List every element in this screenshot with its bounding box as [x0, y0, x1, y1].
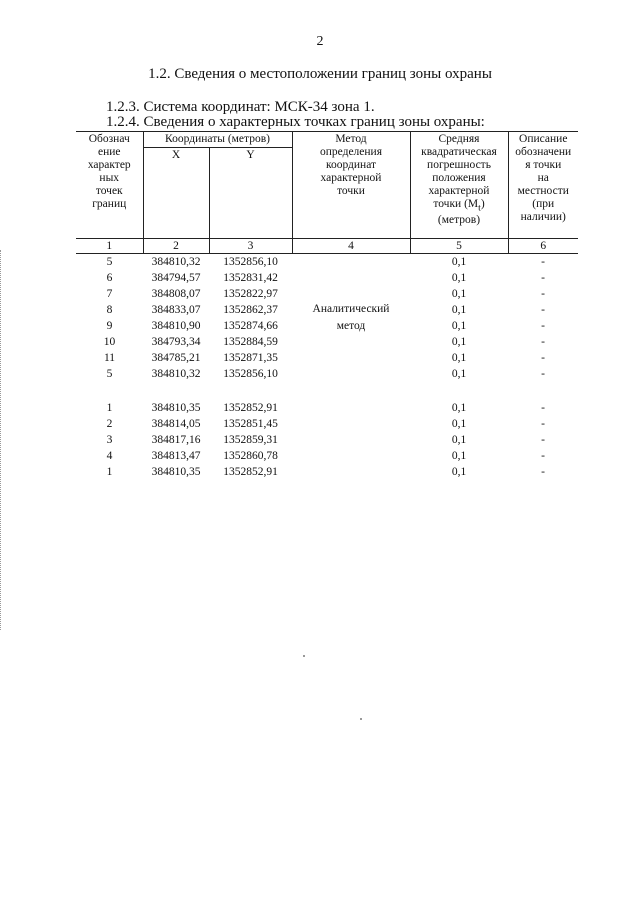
method-cell: Аналитический метод [312, 303, 390, 332]
point-accuracy: 0,1 [451, 449, 467, 462]
point-y: 1352884,59 [223, 335, 278, 348]
point-description: - [541, 335, 545, 348]
section-heading: 1.2. Сведения о местоположении границ зоны охраны [148, 66, 492, 82]
point-accuracy: 0,1 [451, 271, 467, 284]
point-accuracy: 0,1 [451, 287, 467, 300]
header-y: Y [209, 148, 292, 239]
point-x: 384794,57 [151, 271, 201, 284]
point-y: 1352852,91 [223, 465, 278, 478]
column-number: 6 [508, 239, 578, 254]
point-accuracy: 0,1 [451, 351, 467, 364]
point-description: - [541, 319, 545, 332]
point-accuracy: 0,1 [451, 335, 467, 348]
boundary-points-table [76, 131, 578, 480]
point-y: 1352822,97 [223, 287, 278, 300]
table-row [76, 432, 578, 448]
point-accuracy: 0,1 [451, 367, 467, 380]
point-description: - [541, 417, 545, 430]
point-x: 384808,07 [151, 287, 201, 300]
point-x: 384814,05 [151, 417, 201, 430]
point-number: 4 [106, 449, 113, 462]
point-description: - [541, 303, 545, 316]
point-accuracy: 0,1 [451, 319, 467, 332]
table-row [76, 254, 578, 271]
point-description: - [541, 351, 545, 364]
point-number: 5 [106, 367, 113, 380]
point-accuracy: 0,1 [451, 303, 467, 316]
point-y: 1352874,66 [223, 319, 278, 332]
point-number: 9 [106, 319, 113, 332]
table-row [76, 416, 578, 432]
table-row [76, 448, 578, 464]
boundary-points-line: 1.2.4. Сведения о характерных точках границ зоны охраны: [106, 114, 485, 130]
point-number: 3 [106, 433, 113, 446]
point-accuracy: 0,1 [451, 465, 467, 478]
point-number: 8 [106, 303, 113, 316]
point-description: - [541, 367, 545, 380]
point-number: 1 [106, 401, 113, 414]
point-y: 1352851,45 [223, 417, 278, 430]
column-number: 5 [410, 239, 508, 254]
point-x: 384810,90 [151, 319, 201, 332]
point-x: 384810,35 [151, 401, 201, 414]
point-accuracy: 0,1 [451, 417, 467, 430]
point-y: 1352859,31 [223, 433, 278, 446]
point-description: - [541, 433, 545, 446]
header-x: X [143, 148, 209, 239]
point-y: 1352860,78 [223, 449, 278, 462]
point-number: 2 [106, 417, 113, 430]
point-accuracy: 0,1 [451, 433, 467, 446]
column-number: 1 [76, 239, 143, 254]
header-designation: Обознач ение характер ных точек границ [76, 132, 143, 239]
point-x: 384817,16 [151, 433, 201, 446]
point-y: 1352862,37 [223, 303, 278, 316]
point-number: 1 [106, 465, 113, 478]
point-description: - [541, 401, 545, 414]
point-y: 1352831,42 [223, 271, 278, 284]
point-description: - [541, 465, 545, 478]
header-method: Метод определения координат характерной точки [292, 132, 410, 239]
point-x: 384810,32 [151, 367, 201, 380]
point-accuracy: 0,1 [451, 255, 467, 268]
point-y: 1352856,10 [223, 367, 278, 380]
point-number: 5 [106, 255, 113, 268]
point-y: 1352871,35 [223, 351, 278, 364]
point-description: - [541, 271, 545, 284]
header-coordinates: Координаты (метров) [143, 132, 292, 148]
page-number: 2 [316, 34, 324, 49]
point-number: 6 [106, 271, 113, 284]
scan-edge-mark [0, 250, 3, 630]
point-x: 384813,47 [151, 449, 201, 462]
point-y: 1352856,10 [223, 255, 278, 268]
header-description: Описание обозначени я точки на местности (при наличии) [508, 132, 578, 239]
column-number: 3 [209, 239, 292, 254]
point-description: - [541, 287, 545, 300]
point-x: 384810,32 [151, 255, 201, 268]
coordinate-system-line: 1.2.3. Система координат: МСК-34 зона 1. [106, 99, 375, 115]
scan-speck [303, 655, 305, 657]
point-number: 7 [106, 287, 113, 300]
table-gap-row [76, 382, 578, 400]
point-accuracy: 0,1 [451, 401, 467, 414]
point-x: 384810,35 [151, 465, 201, 478]
point-x: 384833,07 [151, 303, 201, 316]
point-description: - [541, 255, 545, 268]
column-number: 4 [292, 239, 410, 254]
point-number: 10 [103, 335, 116, 348]
point-y: 1352852,91 [223, 401, 278, 414]
scan-speck [360, 718, 362, 720]
point-description: - [541, 449, 545, 462]
point-number: 11 [103, 351, 116, 364]
table-row [76, 464, 578, 480]
header-accuracy: Средняя квадратическая погрешность положения характерной точки $(M_t)$ (метров) [410, 132, 508, 239]
point-x: 384785,21 [151, 351, 201, 364]
point-x: 384793,34 [151, 335, 201, 348]
column-number: 2 [143, 239, 209, 254]
table-row [76, 400, 578, 416]
